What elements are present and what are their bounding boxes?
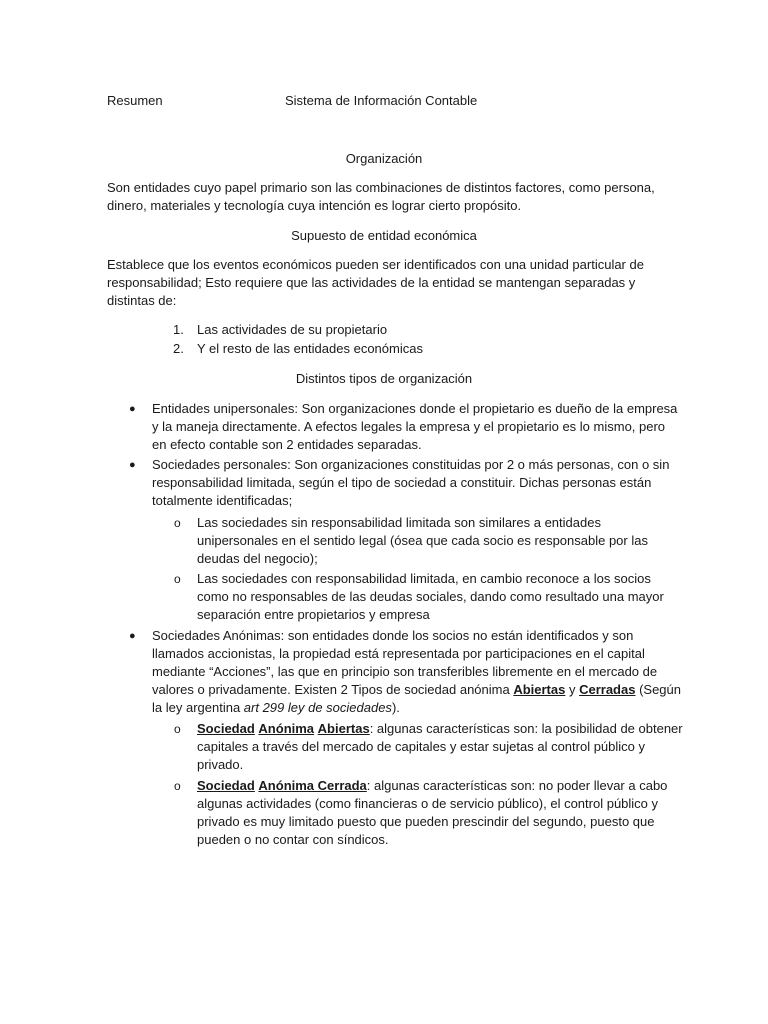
bullet-icon: ●	[129, 630, 136, 642]
sub-bullet-icon: o	[174, 572, 181, 586]
header-left: Resumen	[107, 93, 163, 108]
bullet-line: en efecto contable son 2 entidades separadas.	[152, 437, 422, 452]
sub-bullet-line: pueden o no contar con síndicos.	[197, 832, 389, 847]
bullet-line: Sociedades personales: Son organizaciones constituidas por 2 o más personas, con o sin	[152, 457, 670, 472]
text-run: la ley argentina	[152, 700, 244, 715]
sub-bullet-line: separación entre propietarios y empresa	[197, 607, 430, 622]
bullet-icon: ●	[129, 403, 136, 415]
sub-bullet-icon: o	[174, 779, 181, 793]
bullet-line: Sociedades Anónimas: son entidades donde los socios no están identificados y son	[152, 628, 634, 643]
paragraph-line: distintas de:	[107, 293, 177, 308]
bullet-line: responsabilidad limitada, según el tipo de sociedad a constituir. Dichas personas están	[152, 475, 652, 490]
term-anonima-cerrada: Anónima Cerrada	[258, 778, 367, 793]
paragraph-line: Establece que los eventos económicos pueden ser identificados con una unidad particular de	[107, 257, 644, 272]
term-anonima: Anónima	[258, 721, 315, 736]
text-run: : algunas características son: no poder llevar a cabo	[366, 778, 668, 793]
bullet-line	[152, 681, 681, 699]
term-abiertas: Abiertas	[513, 682, 566, 697]
heading-tipos: Distintos tipos de organización	[295, 371, 473, 386]
term-sociedad: Sociedad	[197, 778, 255, 793]
bullet-line: llamados accionistas, la propiedad está representada por participaciones en el capital	[152, 646, 645, 661]
sub-bullet-icon: o	[174, 722, 181, 736]
text-run: valores o privadamente. Existen 2 Tipos de sociedad anónima	[152, 682, 514, 697]
sub-bullet-line: unipersonales en el sentido legal (ósea que cada socio es responsable por las	[197, 533, 648, 548]
text-run: : algunas características son: la posibilidad de obtener	[369, 721, 683, 736]
term-sociedad: Sociedad	[197, 721, 255, 736]
law-reference: art 299 ley de sociedades	[243, 700, 392, 715]
term-abiertas: Abiertas	[317, 721, 370, 736]
sub-bullet-line: privado.	[197, 757, 244, 772]
paragraph-line: Son entidades cuyo papel primario son las combinaciones de distintos factores, como persona,	[107, 180, 655, 195]
sub-bullet-line: Las sociedades con responsabilidad limitada, en cambio reconoce a los socios	[197, 571, 651, 586]
sub-bullet-line	[197, 777, 667, 795]
text-run: ).	[391, 700, 400, 715]
heading-supuesto: Supuesto de entidad económica	[291, 228, 477, 243]
list-number: 1.	[173, 322, 184, 337]
sub-bullet-line	[197, 720, 683, 738]
text-run: (Según	[635, 682, 682, 697]
list-item: Las actividades de su propietario	[197, 322, 388, 337]
sub-bullet-line: como no responsables de las deudas sociales, dando como resultado una mayor	[197, 589, 664, 604]
sub-bullet-line: privado es muy limitado puesto que pueden prescindir del segundo, puesto que	[197, 814, 655, 829]
bullet-line: Entidades unipersonales: Son organizaciones donde el propietario es dueño de la empresa	[152, 401, 678, 416]
sub-bullet-line: capitales a través del mercado de capitales y estar sujetas al control público y	[197, 739, 646, 754]
bullet-line: y la maneja directamente. A efectos legales la empresa y el propietario es lo mismo, pero	[152, 419, 666, 434]
paragraph-line: responsabilidad; Esto requiere que las actividades de la entidad se mantengan separadas y	[107, 275, 636, 290]
bullet-line	[152, 699, 400, 717]
sub-bullet-line: deudas del negocio);	[197, 551, 318, 566]
list-number: 2.	[173, 341, 184, 356]
text-run: y	[565, 682, 580, 697]
bullet-line: totalmente identificadas;	[152, 493, 293, 508]
sub-bullet-line: Las sociedades sin responsabilidad limitada son similares a entidades	[197, 515, 601, 530]
bullet-icon: ●	[129, 459, 136, 471]
term-cerradas: Cerradas	[579, 682, 636, 697]
paragraph-line: dinero, materiales y tecnología cuya intención es lograr cierto propósito.	[107, 198, 522, 213]
sub-bullet-line: algunas actividades (como financieras o de servicio público), el control público y	[197, 796, 659, 811]
list-item: Y el resto de las entidades económicas	[197, 341, 423, 356]
heading-organizacion: Organización	[345, 151, 423, 166]
bullet-line: mediante “Acciones”, las que en principio son transferibles libremente en el mercado de	[152, 664, 658, 679]
document-title: Sistema de Información Contable	[285, 93, 478, 108]
sub-bullet-icon: o	[174, 516, 181, 530]
